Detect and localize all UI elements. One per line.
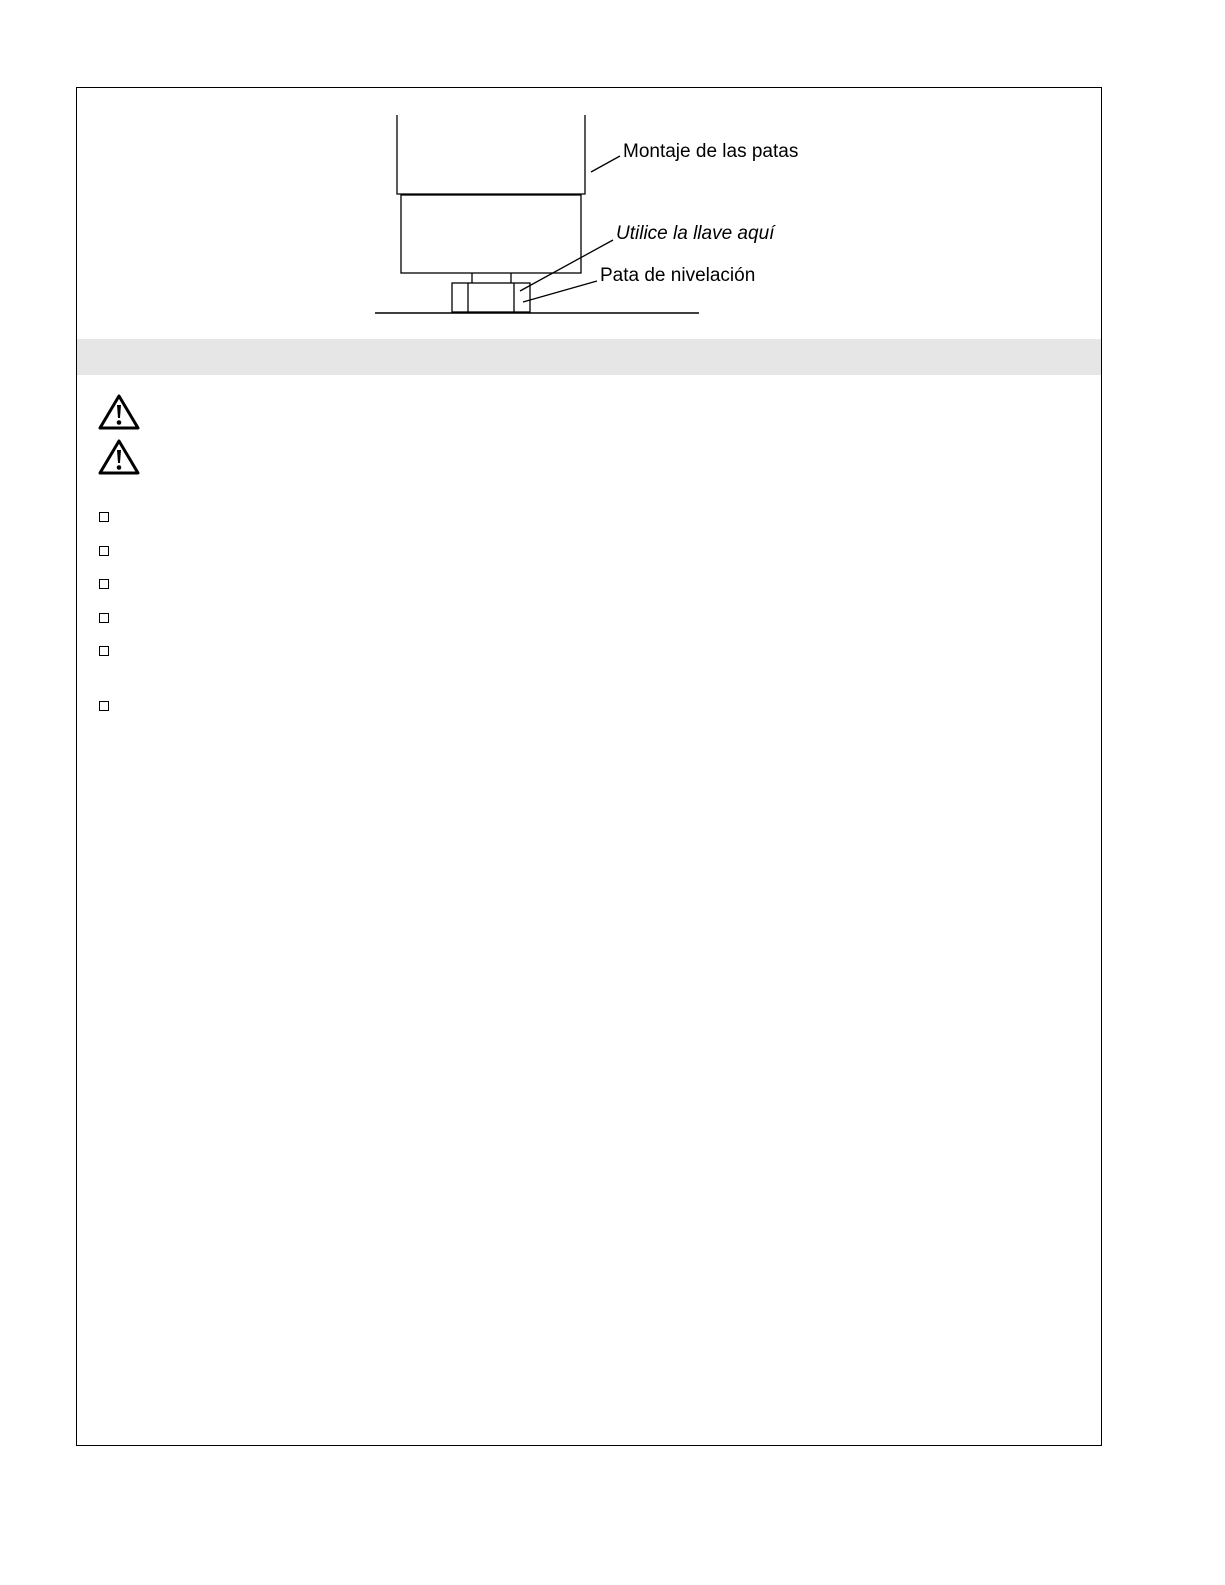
checkbox-icon [99, 546, 109, 556]
checkbox-icon [99, 613, 109, 623]
checkbox-icon [99, 579, 109, 589]
leveling-foot-nut [452, 283, 530, 312]
label-leveling-leg: Pata de nivelación [600, 265, 756, 286]
leg-assembly-tube [397, 115, 585, 194]
leader-leg-assembly [591, 156, 620, 172]
checkbox-icon [99, 512, 109, 522]
leg-housing [401, 195, 581, 273]
leader-leveling-leg [523, 281, 597, 302]
warning-triangle-icon [97, 438, 141, 476]
label-wrench-here: Utilice la llave aquí [616, 223, 775, 244]
warning-triangle-icon [97, 393, 141, 431]
checkbox-icon [99, 701, 109, 711]
section-header-bar [77, 339, 1101, 375]
checkbox-icon [99, 646, 109, 656]
leveling-leg-diagram [0, 0, 1225, 340]
label-leg-assembly: Montaje de las patas [623, 141, 799, 162]
